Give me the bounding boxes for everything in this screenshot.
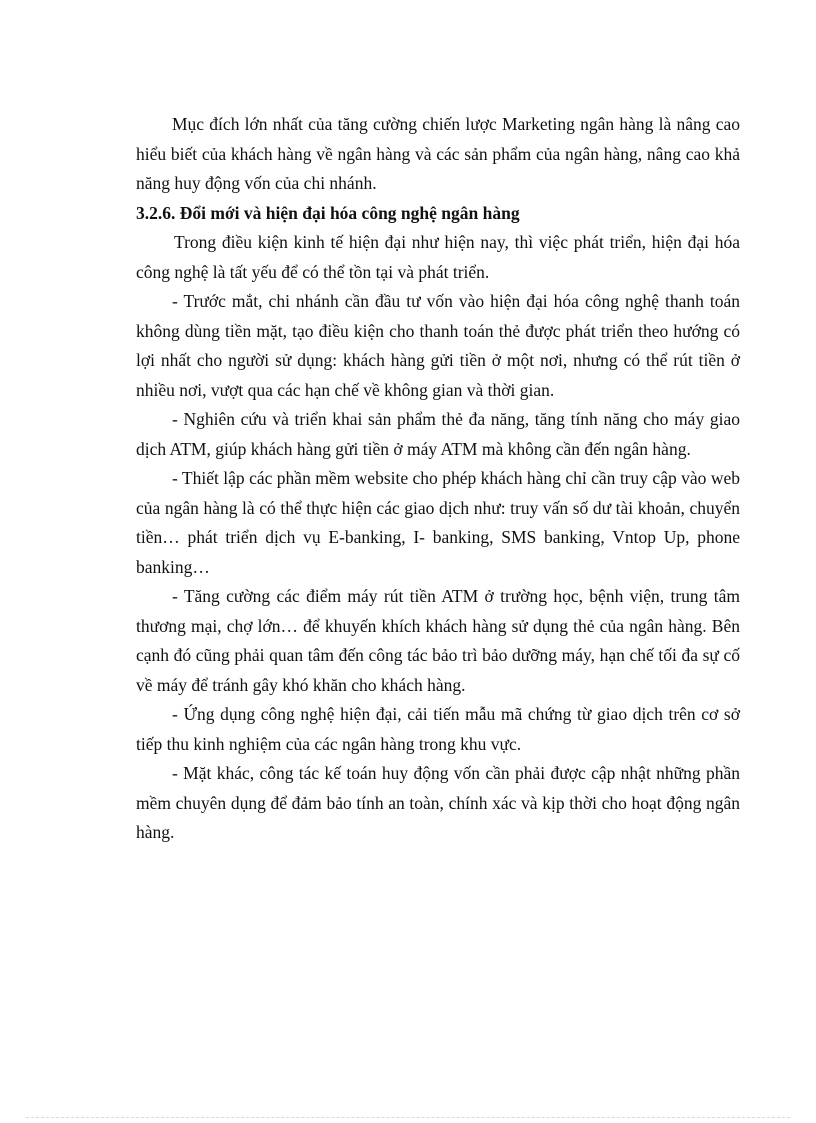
document-page bbox=[136, 110, 740, 848]
body-paragraph-6: - Ứng dụng công nghệ hiện đại, cải tiến mẫu mã chứng từ giao dịch trên cơ sở tiếp thu kinh nghiệm của các ngân hàng trong khu vực. bbox=[136, 704, 740, 754]
section-heading: 3.2.6. Đổi mới và hiện đại hóa công nghệ ngân hàng bbox=[136, 202, 520, 223]
page-bottom-divider bbox=[26, 1117, 790, 1118]
body-paragraph-3: - Nghiên cứu và triển khai sản phẩm thẻ đa năng, tăng tính năng cho máy giao dịch ATM, giúp khách hàng gửi tiền ở máy ATM mà không cần đến ngân hàng. bbox=[136, 409, 740, 459]
intro-paragraph: Mục đích lớn nhất của tăng cường chiến lược Marketing ngân hàng là nâng cao hiểu biết của khách hàng về ngân hàng và các sản phẩm của ngân hàng, nâng cao khả năng huy động vốn của chi nhánh. bbox=[136, 114, 740, 193]
body-paragraph-7: - Mặt khác, công tác kế toán huy động vốn cần phải được cập nhật những phần mềm chuyên dụng để đảm bảo tính an toàn, chính xác và kịp thời cho hoạt động ngân hàng. bbox=[136, 763, 740, 842]
body-paragraph-1: Trong điều kiện kinh tế hiện đại như hiện nay, thì việc phát triển, hiện đại hóa công nghệ là tất yếu để có thể tồn tại và phát triển. bbox=[136, 232, 740, 282]
body-paragraph-4: - Thiết lập các phần mềm website cho phép khách hàng chỉ cần truy cập vào web của ngân hàng là có thể thực hiện các giao dịch như: truy vấn số dư tài khoản, chuyển tiền… phát triển dịch vụ E-banking, I- banking, SMS banking, Vntop Up, phone banking… bbox=[136, 468, 740, 577]
body-paragraph-2: - Trước mắt, chi nhánh cần đầu tư vốn vào hiện đại hóa công nghệ thanh toán không dùng tiền mặt, tạo điều kiện cho thanh toán thẻ được phát triển theo hướng có lợi nhất cho người sử dụng: khách hàng gửi tiền ở một nơi, nhưng có thể rút tiền ở nhiều nơi, vượt qua các hạn chế về không gian và thời gian. bbox=[136, 291, 740, 400]
body-paragraph-5: - Tăng cường các điểm máy rút tiền ATM ở trường học, bệnh viện, trung tâm thương mại, chợ lớn… để khuyến khích khách hàng sử dụng thẻ của ngân hàng. Bên cạnh đó cũng phải quan tâm đến công tác bảo trì bảo dưỡng máy, hạn chế tối đa sự cố về máy để tránh gây khó khăn cho khách hàng. bbox=[136, 586, 740, 695]
